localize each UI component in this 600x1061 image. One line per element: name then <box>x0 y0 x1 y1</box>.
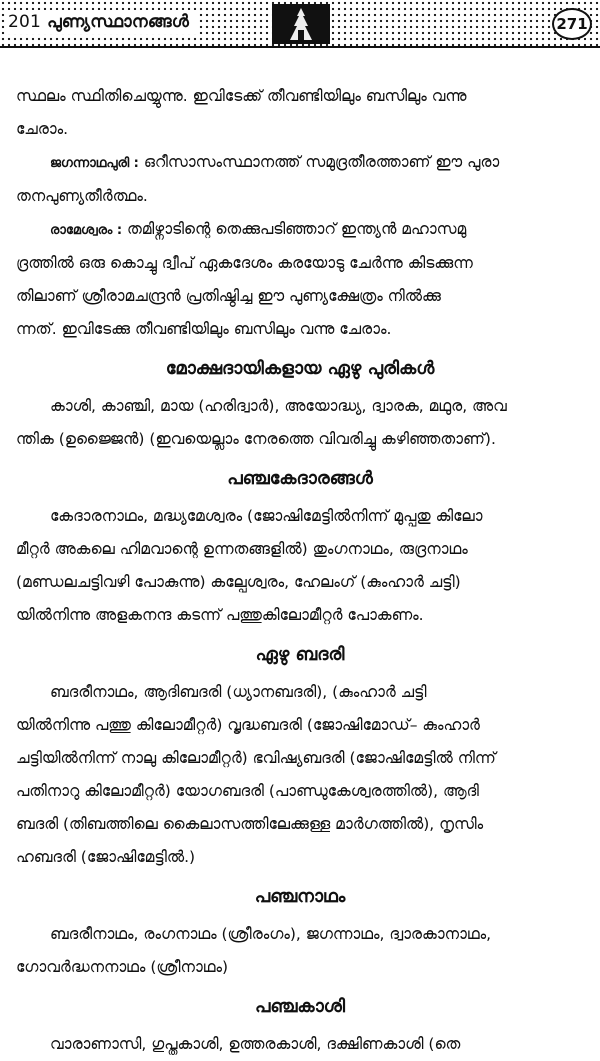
page-badge: 271 <box>552 8 592 40</box>
section-line: യിൽനിന്നു പത്തു കിലോമീറ്റർ) വൃദ്ധബദരി (ജോഷിമോഡ്– കുംഹാർ <box>16 716 480 734</box>
section-line: ന്തിക (ഉജ്ജൈൻ) (ഇവയെല്ലാം നേരത്തെ വിവരിച്ചു കഴിഞ്ഞതാണ്). <box>16 430 496 448</box>
section-paragraph <box>0 1028 600 1061</box>
section-line: കാശി, കാഞ്ചി, മായ (ഹരിദ്വാർ), അയോദ്ധ്യ, ദ്വാരക, മഥുര, അവ <box>50 397 507 415</box>
section-line: ബദരീനാഥം, ആദിബദരി (ധ്യാനബദരി), (കുംഹാർ ചട്ടി <box>50 683 427 701</box>
page-number: 201 <box>8 12 42 32</box>
section-heading: ഏഴു ബദരി <box>255 644 345 665</box>
rameswaram-line: തമിഴ്നാടിന്റെ തെക്കുപടിഞ്ഞാറ് ഇന്ത്യൻ മഹാസമു <box>127 220 467 238</box>
section-paragraph <box>0 500 600 632</box>
running-header <box>0 0 600 48</box>
section-line: കേദാരനാഥം, മദ്ധ്യമേശ്വരം (ജോഷിമേട്ടിൽനിന്ന് മുപ്പതു കിലോ <box>50 507 483 525</box>
section-line: യിൽനിന്നു അളകനന്ദ കടന്ന് പത്തുകിലോമീറ്റർ പോകണം. <box>16 606 424 624</box>
section-line: മീറ്റർ അകലെ ഹിമവാന്റെ ഉന്നതങ്ങളിൽ) തുംഗനാഥം, രുദ്രനാഥം <box>16 540 468 558</box>
section-line: ഗോവർദ്ധനനാഥം (ശ്രീനാഥം) <box>16 958 229 976</box>
rameswaram-term: രാമേശ്വരം : <box>50 223 123 238</box>
header-title-block <box>6 10 197 34</box>
jagannatha-line: തനപുണ്യതീർത്ഥം. <box>16 187 148 205</box>
section-line: (മണ്ഡലചട്ടിവഴി പോകുന്നു) കല്പേശ്വരം, ഹേലംഗ് (കുംഹാർ ചട്ടി) <box>16 573 461 591</box>
section-line: ചട്ടിയിൽനിന്ന് നാലു കിലോമീറ്റർ) ഭവിഷ്യബദരി (ജോഷിമേട്ടിൽ നിന്ന് <box>16 749 496 767</box>
rameswaram-paragraph <box>0 213 600 346</box>
section-paragraph <box>0 390 600 456</box>
section-line: വാരാണാസി, ഗുപ്തകാശി, ഉത്തരകാശി, ദക്ഷിണകാശി (തെ <box>50 1035 461 1053</box>
jagannatha-paragraph <box>0 146 600 213</box>
rameswaram-line: ന്നത്. ഇവിടേക്കു തീവണ്ടിയിലും ബസിലും വന്നു ചേരാം. <box>16 320 392 338</box>
section-line: ഹബദരി (ജോഷിമേട്ടിൽ.) <box>16 848 196 866</box>
section-heading: പഞ്ചകാശി <box>254 996 346 1017</box>
section-line: ബദരീനാഥം, രംഗനാഥം (ശ്രീരംഗം), ജഗന്നാഥം, ദ്വാരകാനാഥം, <box>50 925 492 943</box>
section-heading: പഞ്ചനാഥം <box>254 886 346 907</box>
section-line: ബദരി (തിബത്തിലെ കൈലാസത്തിലേക്കുള്ള മാർഗത്തിൽ), നൃസിം <box>16 815 484 833</box>
section-paragraph <box>0 918 600 984</box>
section-heading: മോക്ഷദായികളായ ഏഴു പുരികൾ <box>165 358 435 379</box>
jagannatha-term: ജഗന്നാഥപുരി : <box>50 156 139 171</box>
jagannatha-line: ഒറീസാസംസ്ഥാനത്ത് സമുദ്രതീരത്താണ് ഈ പുരാ <box>143 153 500 171</box>
temple-emblem-icon <box>272 4 330 44</box>
rameswaram-line: ദ്രത്തിൽ ഒരു കൊച്ചു ദ്വീപ് ഏകദേശം കരയോടു ചേർന്നു കിടക്കുന്ന <box>16 254 473 272</box>
intro-paragraph <box>0 80 600 146</box>
running-title: പുണ്യസ്ഥാനങ്ങൾ <box>47 12 190 32</box>
section-heading: പഞ്ചകേദാരങ്ങൾ <box>227 468 373 489</box>
page-body <box>0 80 600 1061</box>
section-paragraph <box>0 676 600 874</box>
intro-line: ചേരാം. <box>16 120 69 138</box>
intro-line: സ്ഥലം സ്ഥിതിചെയ്യുന്നു. ഇവിടേക്ക് തീവണ്ടിയിലും ബസിലും വന്നു <box>16 87 467 105</box>
rameswaram-line: തിലാണ് ശ്രീരാമചന്ദ്രൻ പ്രതിഷ്ഠിച്ച ഈ പുണ്യക്ഷേത്രം നിൽക്കു <box>16 287 441 305</box>
section-line: പതിനാറു കിലോമീറ്റർ) യോഗബദരി (പാണ്ഡുകേശ്വരത്തിൽ), ആദി <box>16 782 479 800</box>
